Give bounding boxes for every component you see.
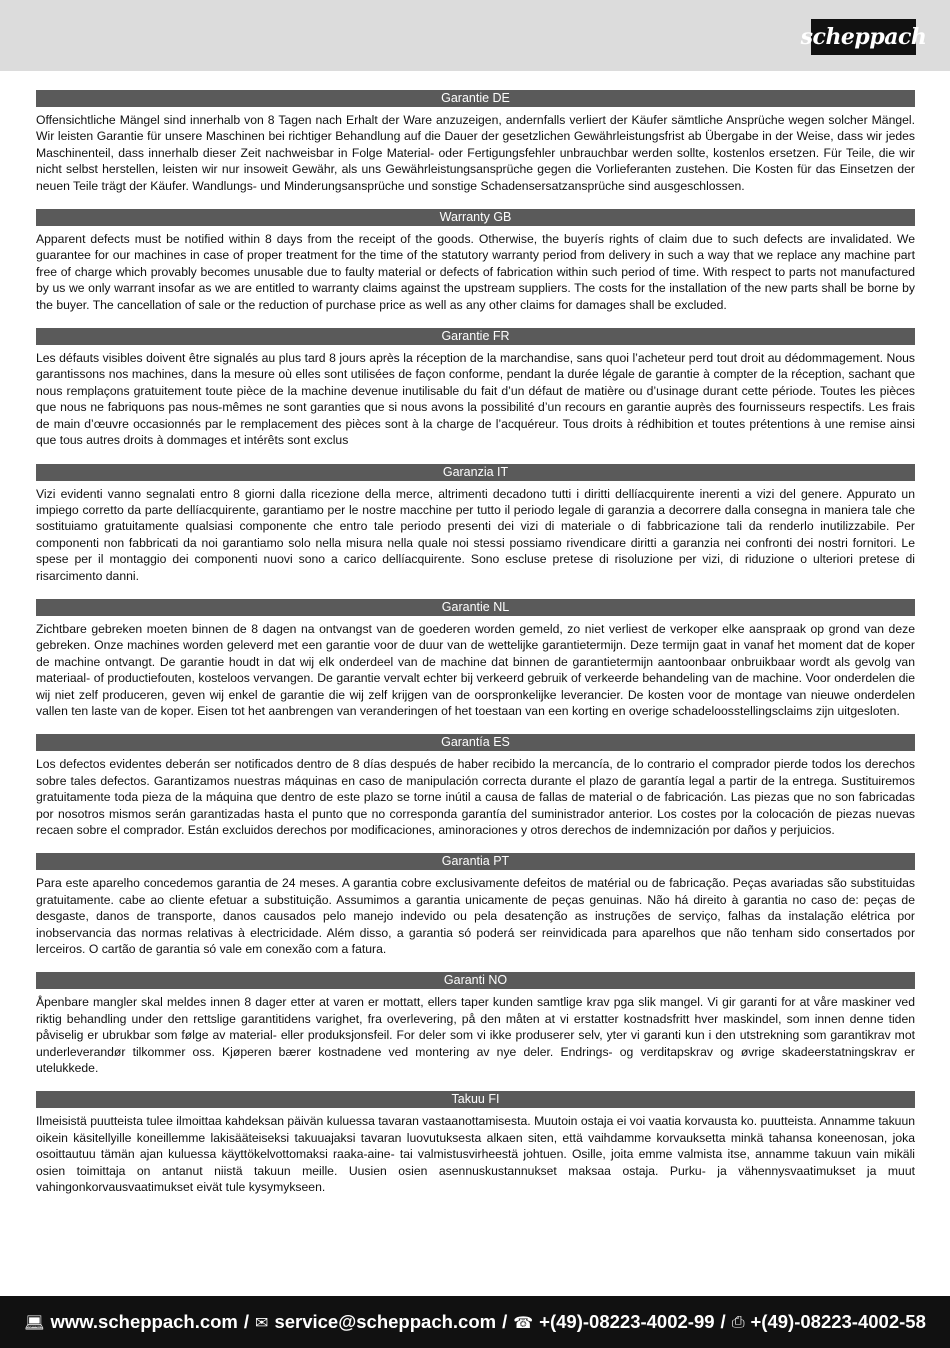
- section-text: Ilmeisistä puutteista tulee ilmoittaa kahdeksan päivän kuluessa tavaran vastaanottamisesta. Muutoin ostaja ei voi vaatia korvausta ko. puutteista. Annamme takuun oikein käsitellyille koneillemme lakisääteiseksi takuuajaksi tavaran luovutuksesta alkaen siten, että vaihdamme korvauksetta minkä tahansa koneenosan, joka osoittautuu tämän ajan kuluessa käyttökelvottomaksi raaka-aine- tai valmistusvirheestä johtuen. Osille, joita emme valmista itse, annamme takuun vain mikäli osien toimittaja on antanut niistä takuun meille. Uusien osien asennuskustannukset maksaa ostaja. Purku- ja vähennysvaatimukset ja muut vahingonkorvausvaatimukset eivät tule kysymykseen.: [36, 1114, 915, 1195]
- warranty-section: [36, 853, 915, 957]
- envelope-icon: ✉︎: [255, 1312, 269, 1332]
- section-text: Åpenbare mangler skal meldes innen 8 dager etter at varen er mottatt, ellers taper kunden samtlige krav pga slik mangel. Vi gir garanti for at våre maskiner ved riktig behandling under den rettslige garantitidens varighet, fra overlevering, på den måten at vi erstatter kostnadsfritt hver maskindel, som innen denne tiden påviselig er ubrukbar som følge av material- eller produksjonsfeil. For deler som vi ikke produserer selv, yter vi garanti kun i den utstrekning som garantikrav mot underleverandør tilkommer oss. Kjøperen bærer kostnadene ved montering av nye deler. Endrings- og verditapskrav og øvrige skadeerstatningskrav er utelukkede.: [36, 995, 915, 1076]
- email-link[interactable]: service@scheppach.com: [274, 1311, 497, 1332]
- warranty-section: [36, 734, 915, 838]
- section-text: Offensichtliche Mängel sind innerhalb von 8 Tagen nach Erhalt der Ware anzuzeigen, andernfalls verliert der Käufer sämtliche Ansprüche wegen solcher Mängel. Wir leisten Garantie für unsere Maschinen bei richtiger Behandlung auf die Dauer der gesetzlichen Gewährleistungsfrist ab Übergabe in der Weise, dass wir jedes Maschinenteil, dass innerhalb dieser Zeit nachweisbar in Folge Material- oder Fertigungsfehler unbrauchbar werden sollte, kostenlos ersetzen. Für Teile, die wir nicht selbst herstellen, leisten wir nur insoweit Gewähr, als uns Gewährleistungsansprüche gegen die Vorlieferanten zustehen. Die Kosten für das Einsetzen der neuen Teile trägt der Käufer. Wandlungs- und Minderungsansprüche und sonstige Schadensersatzansprüche sind ausgeschlossen.: [36, 113, 915, 193]
- contact-footer: [0, 1296, 950, 1348]
- warranty-section: [36, 599, 915, 719]
- warranty-section: [36, 328, 915, 448]
- scheppach-logo: scheppach: [811, 19, 916, 55]
- computer-icon: 💻︎: [24, 1312, 45, 1332]
- website-link[interactable]: www.scheppach.com: [50, 1311, 238, 1332]
- separator: /: [243, 1311, 250, 1332]
- section-text: Vizi evidenti vanno segnalati entro 8 giorni dalla ricezione della merce, altrimenti decadono tutti i diritti dellíacquirente inerenti a vizi del genere. Appurato un impiego corretto da parte dellíacquirente, garantiamo per le nostre macchine per tutto il periodo legale di garanzia a decorrere dalla consegna in maniera tale che sostituiamo gratuitamente qualsiasi componente che entro tale periodo presenti dei vizi di materiale o di fabbricazione tali da renderlo inutilizzabile. Per componenti non fabbricati da noi garantiamo solo nella misura nella quale noi stessi possiamo rivendicare diritti a garanzia nei confronti dei nostri fornitori. Le spese per il montaggio dei componenti nuovi sono a carico dellíacquirente. Sono escluse pretese di risoluzione per vizi, di riduzione o ulteriori pretese di risarcimento danni.: [36, 486, 915, 583]
- section-title: Garantie FR: [36, 328, 915, 345]
- section-title: Takuu FI: [36, 1091, 915, 1108]
- section-title: Garantía ES: [36, 734, 915, 751]
- section-text: Apparent defects must be notified within 8 days from the receipt of the goods. Otherwise, the buyerís rights of claim due to such defects are invalidated. We guarantee for our machines in case of proper treatment for the time of the statutory warranty period from delivery in such a way that we replace any machine part free of charge which provably becomes unusable due to faulty material or defects of fabrication within such period of time. With respect to parts not manufactured by us we only warrant insofar as we are entitled to warranty claims against the upstream suppliers. The costs for the installation of the new parts shall be borne by the buyer. The cancellation of sale or the reduction of purchase price as well as any other claims for damages shall be excluded.: [36, 232, 915, 312]
- fax-icon: ⎙: [731, 1312, 745, 1331]
- section-title: Garantia PT: [36, 853, 915, 870]
- warranty-content: [36, 90, 915, 1211]
- separator: /: [502, 1311, 508, 1332]
- section-title: Garanzia IT: [36, 464, 915, 481]
- section-title: Garantie NL: [36, 599, 915, 616]
- warranty-section: [36, 1091, 915, 1195]
- section-title: Garanti NO: [36, 972, 915, 989]
- phone-number: +(49)-08223-4002-99: [539, 1311, 715, 1332]
- section-text: Los defectos evidentes deberán ser notificados dentro de 8 días después de haber recibido la mercancía, de lo contrario el comprador pierde todos los derechos sobre tales defectos. Garantizamos nuestras máquinas en caso de manipulación correcta durante el plazo de garantía legal a partir de la entrega. Sustituiremos gratuitamente toda pieza de la máquina que dentro de este plazo se torne inútil a causa de fallas de material o de fabricación. Las piezas que no son fabricadas por nosotros mismos serán garantizadas hasta el punto que no corresponda garantía del suministrador anterior. Los costes por la colocación de piezas nuevas recaen sobre el comprador. Están excluidos derechos por modificaciones, aminoraciones y otros derechos de indemnización por daños y perjuicios.: [36, 757, 915, 837]
- section-title: Warranty GB: [36, 209, 915, 226]
- separator: /: [720, 1311, 726, 1332]
- fax-number: +(49)-08223-4002-58: [750, 1311, 926, 1332]
- warranty-section: [36, 972, 915, 1076]
- section-text: Les défauts visibles doivent être signalés au plus tard 8 jours après la réception de la marchandise, sans quoi l’acheteur perd tout droit au dédommagement. Nous garantissons nos machines, dans la mesure où elles sont utilisées de façon conforme, pendant la durée légale de garantie à compter de la réception, sachant que nous remplaçons gratuitement toute pièce de la machine devenue inutilisable du fait d’un défaut de matière ou d’usinage durant cette période. Toutes les pièces que nous ne fabriquons pas nous-mêmes ne sont garanties que si nous avons la possibilité d’un recours en garantie auprès des fournisseurs respectifs. Les frais de main d’œuvre occasionnés par le remplacement des pièces sont à la charge de l’acquéreur. Tous droits à rédhibition et toutes prétentions à une remise ainsi que tous autres droits à dommages et intérêts sont exclus: [36, 351, 915, 448]
- top-banner: [0, 0, 950, 71]
- warranty-section: [36, 464, 915, 584]
- section-text: Zichtbare gebreken moeten binnen de 8 dagen na ontvangst van de goederen worden gemeld, zo niet verliest de verkoper elke aanspraak op grond van deze gebreken. Onze machines worden geleverd met een garantie voor de duur van de wettelijke garantietermijn. Deze termijn gaat in vanaf het moment dat de koper de machine ontvangt. De garantie houdt in dat wij elk onderdeel van de machine dat binnen de garantietermijn aantoonbaar onbruikbaar wordt als gevolg van materiaal- of productiefouten, kosteloos vervangen. De garantie vervalt echter bij verkeerd gebruik of verkeerde behandeling van de machine. Voor onderdelen die wij niet zelf produceren, geven wij enkel de garantie die wij zelf krijgen van de oorspronkelijke leverancier. De kosten voor de montage van nieuwe onderdelen vallen ten laste van de koper. Eisen tot het aanbrengen van veranderingen of het toestaan van een korting en overige schadeloosstellingsclaims zijn uitgesloten.: [36, 621, 915, 718]
- section-title: Garantie DE: [36, 90, 915, 107]
- warranty-section: [36, 209, 915, 313]
- section-text: Para este aparelho concedemos garantia de 24 meses. A garantia cobre exclusivamente defeitos de matérial ou de fabricação. Peças avariadas são substituidas gratuitamente. cabe ao cliente efetuar a substituição. Assumimos a garantia unicamente de peças genuinas. Não há direito à garantia no caso de: peças de desgaste, danos de transporte, danos causados pelo manejo indevido ou pela desatenção as instruções de serviço, falhas da instalação elétrica por inobservancia das normas relativas à electricidade. Além disso, a garantia só poderá ser reinvidicada para aparelhos que não tenham sido consertados por lerceiros. O cartão de garantia só vale em conexão com a fatura.: [36, 876, 915, 957]
- telephone-icon: ☎︎: [513, 1312, 534, 1332]
- warranty-section: [36, 90, 915, 194]
